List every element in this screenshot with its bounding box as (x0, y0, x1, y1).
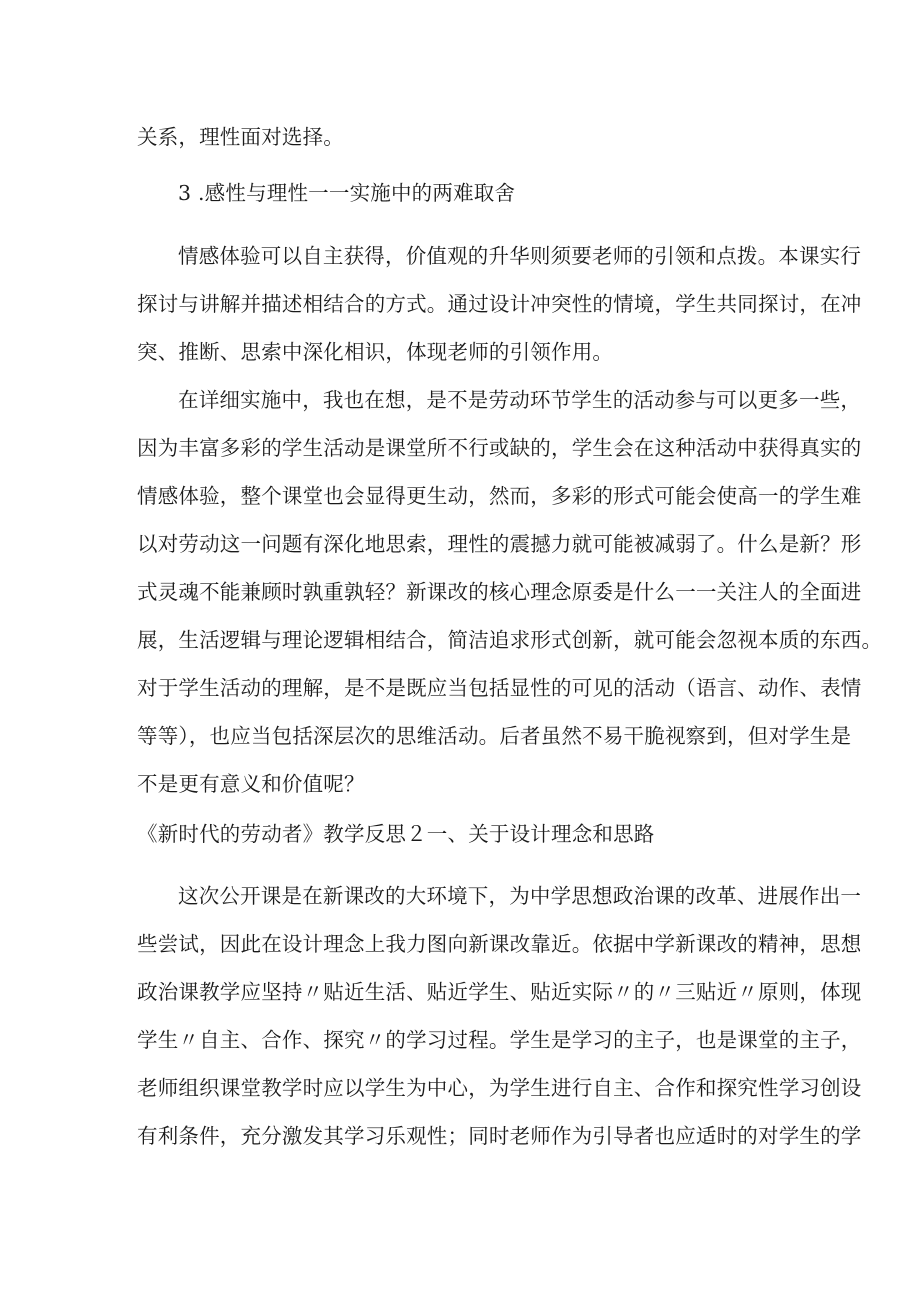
paragraph-line: 突、推断、思索中深化相识，体现老师的引领作用。 (137, 340, 614, 364)
paragraph-line: 以对劳动这一问题有深化地思索，理性的震撼力就可能被减弱了。什么是新？形 (137, 532, 862, 556)
paragraph-line: 展，生活逻辑与理论逻辑相结合，简洁追求形式创新，就可能会忽视本质的东西。 (137, 628, 883, 652)
paragraph-line: 情感体验可以自主获得，价值观的升华则须要老师的引领和点拨。本课实行 (178, 244, 862, 268)
paragraph-line: 老师组织课堂教学时应以学生为中心，为学生进行自主、合作和探究性学习创设 (137, 1076, 862, 1100)
paragraph-line: 有利条件，充分激发其学习乐观性；同时老师作为引导者也应适时的对学生的学 (137, 1124, 862, 1148)
paragraph-line: 关系，理性面对选择。 (137, 125, 344, 149)
paragraph-line: 学生〃自主、合作、探究〃的学习过程。学生是学习的主子，也是课堂的主子， (137, 1028, 862, 1052)
paragraph-line: 探讨与讲解并描述相结合的方式。通过设计冲突性的情境，学生共同探讨，在冲 (137, 292, 862, 316)
paragraph-line: 因为丰富多彩的学生活动是课堂所不行或缺的，学生会在这种活动中获得真实的 (137, 436, 862, 460)
section-title: 《新时代的劳动者》教学反思２一、关于设计理念和思路 (137, 822, 655, 846)
paragraph-line: 式灵魂不能兼顾时孰重孰轻？新课改的核心理念原委是什么一一关注人的全面进 (137, 580, 862, 604)
paragraph-line: 等等），也应当包括深层次的思维活动。后者虽然不易干脆视察到，但对学生是 (137, 724, 852, 748)
paragraph-line: 政治课教学应坚持〃贴近生活、贴近学生、贴近实际〃的〃三贴近〃原则，体现 (137, 980, 862, 1004)
paragraph-line: 不是更有意义和价值呢？ (137, 772, 365, 796)
paragraph-line: 在详细实施中，我也在想，是不是劳动环节学生的活动参与可以更多一些， (178, 388, 862, 412)
paragraph-line: 对于学生活动的理解，是不是既应当包括显性的可见的活动（语言、动作、表情 (137, 676, 862, 700)
paragraph-line: 情感体验，整个课堂也会显得更生动，然而，多彩的形式可能会使高一的学生难 (137, 484, 862, 508)
section-heading: 3 .感性与理性一一实施中的两难取舍 (178, 181, 516, 205)
paragraph-line: 这次公开课是在新课改的大环境下，为中学思想政治课的改革、进展作出一 (178, 884, 862, 908)
paragraph-line: 些尝试，因此在设计理念上我力图向新课改靠近。依据中学新课改的精神，思想 (137, 932, 862, 956)
